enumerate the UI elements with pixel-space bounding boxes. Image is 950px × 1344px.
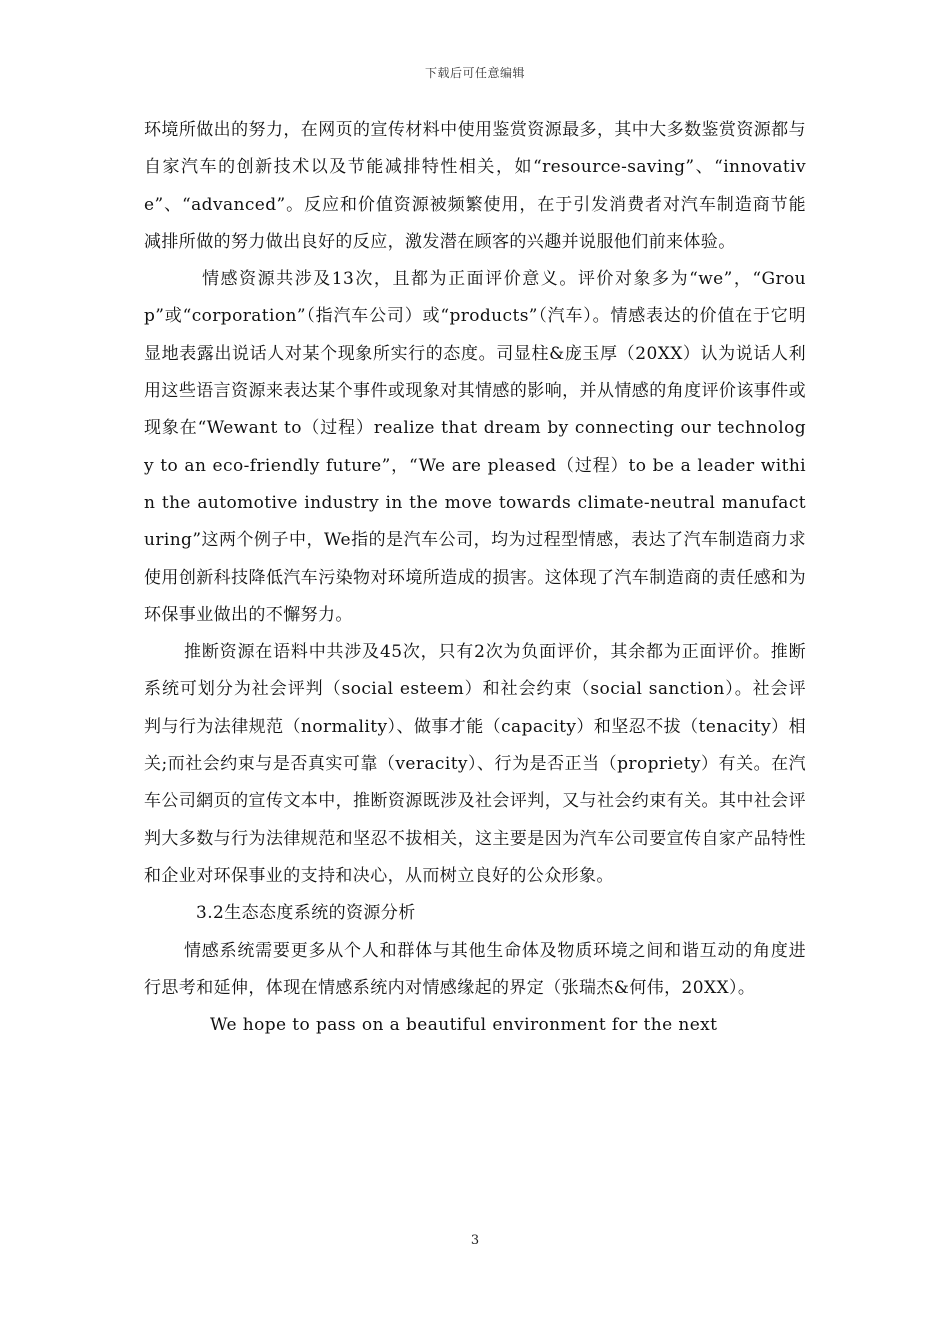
- paragraph-eco-attitude: 情感系统需要更多从个人和群体与其他生命体及物质环境之间和谐互动的角度进行思考和延伸，体现在情感系统内对情感缘起的界定（张瑞杰&何伟，20XX）。: [144, 940, 806, 998]
- body-text: [144, 112, 806, 1044]
- paragraph-judgement: 推断资源在语料中共涉及45次，只有2次为负面评价，其余都为正面评价。推断系统可划分为社会评判（social esteem）和社会约束（social sanction）。社会评判与行为法律规范（normality）、做事才能（capacity）和坚忍不拔（tenacity）相关;而社会约束与是否真实可靠（veracity）、行为是否正当（propriety）有关。在汽车公司網页的宣传文本中，推断资源既涉及社会评判，又与社会约束有关。其中社会评判大多数与行为法律规范和坚忍不拔相关，这主要是因为汽车公司要宣传自家产品特性和企业对环保事业的支持和决心，从而树立良好的公众形象。: [144, 642, 807, 886]
- section-heading: 3.2生态态度系统的资源分析: [196, 903, 416, 924]
- example-sentence: We hope to pass on a beautiful environment for the next: [210, 1015, 718, 1036]
- page-header: 下载后可任意编辑: [424, 66, 525, 80]
- paragraph-appreciation: 环境所做出的努力，在网页的宣传材料中使用鉴赏资源最多，其中大多数鉴赏资源都与自家汽车的创新技术以及节能减排特性相关，如“resource-saving”、“innovative”、“advanced”。反应和价值资源被频繁使用，在于引发消费者对汽车制造商节能减排所做的努力做出良好的反应，激发潜在顾客的兴趣并说服他们前来体验。: [144, 120, 806, 252]
- paragraph-affect: 情感资源共涉及13次，且都为正面评价意义。评价对象多为“we”，“Group”或“corporation”（指汽车公司）或“products”（汽车）。情感表达的价值在于它明显地表露出说话人对某个现象所实行的态度。司显柱&庞玉厚（20XX）认为说话人利用这些语言资源来表达某个事件或现象对其情感的影响，并从情感的角度评价该事件或现象在“Wewant to（过程）realize that dream by connecting our technology to an eco-friendly future”，“We are pleased（过程）to be a leader within the automotive industry in the move towards climate-neutral manufacturing”这两个例子中，We指的是汽车公司，均为过程型情感，表达了汽车制造商力求使用创新科技降低汽车污染物对环境所造成的损害。这体现了汽车制造商的责任感和为环保事业做出的不懈努力。: [144, 269, 806, 625]
- page-number: 3: [470, 1233, 480, 1248]
